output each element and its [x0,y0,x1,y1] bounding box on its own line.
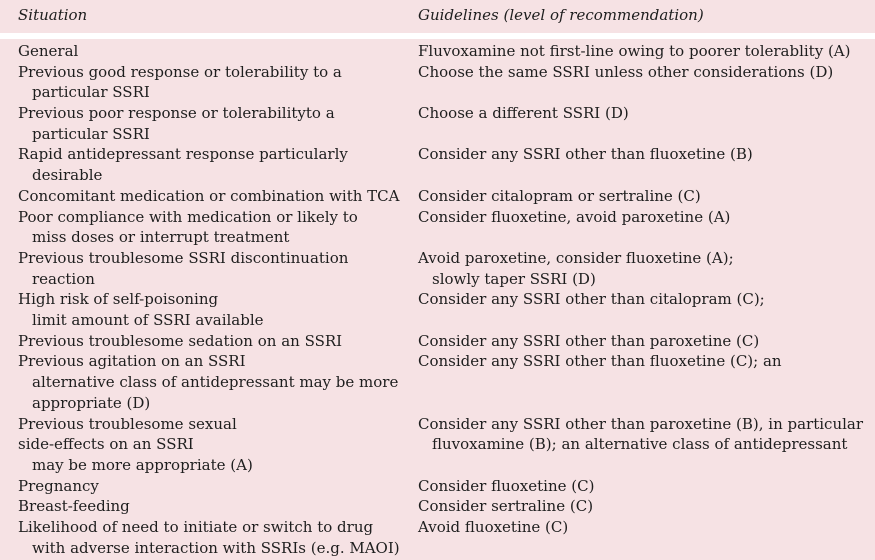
guideline-cell [418,476,873,497]
guideline-cell [418,496,873,517]
guideline-cell [418,248,873,289]
guideline-text: Consider any SSRI other than paroxetine (C) [418,331,760,350]
guideline-cell [418,331,873,352]
situation-cell [18,517,413,558]
situation-text: side-effects on an SSRI [18,435,194,454]
guideline-text: Consider fluoxetine (C) [418,476,595,495]
guideline-cell [418,62,873,83]
guideline-text: Consider any SSRI other than fluoxetine (B) [418,145,753,164]
guideline-text: Consider any SSRI other than fluoxetine (C); an [418,352,782,371]
table-row [0,517,875,558]
guideline-cell [418,414,873,455]
guidelines-column-header: Guidelines (level of recommendation) [418,6,704,24]
guideline-cell [418,103,873,124]
situation-text: alternative class of antidepressant may be more [32,373,399,392]
situation-text: reaction [32,269,95,288]
header-divider [0,33,875,39]
guideline-cell [418,186,873,207]
table-row [0,496,875,517]
situation-text: Rapid antidepressant response particularly [18,145,348,164]
situation-cell [18,207,413,248]
guideline-text: Consider any SSRI other than paroxetine (B), in particular [418,414,864,433]
guideline-cell [418,351,873,372]
table-row [0,144,875,185]
situation-text: Breast-feeding [18,497,130,516]
situation-text: Likelihood of need to initiate or switch to drug [18,517,374,536]
guideline-text: Avoid fluoxetine (C) [418,517,569,536]
table-row [0,62,875,103]
situation-text: Previous troublesome SSRI discontinuation [18,248,349,267]
situation-text: may be more appropriate (A) [32,455,253,474]
situation-cell [18,248,413,289]
table-row [0,351,875,413]
situation-column-header: Situation [18,6,88,24]
guideline-cell [418,289,873,310]
situation-cell [18,496,413,517]
guideline-cell [418,517,873,538]
table-row [0,476,875,497]
guideline-cell [418,41,873,62]
situation-text: Previous good response or tolerability to a [18,62,342,81]
situation-text: desirable [32,166,103,185]
guideline-text: Avoid paroxetine, consider fluoxetine (A); [418,248,734,267]
table-row [0,207,875,248]
guideline-text: Choose the same SSRI unless other considerations (D) [418,62,834,81]
situation-text: Poor compliance with medication or likely to [18,207,358,226]
situation-cell [18,351,413,413]
guideline-text: Consider sertraline (C) [418,497,594,516]
situation-text: miss doses or interrupt treatment [32,228,290,247]
situation-text: particular SSRI [32,124,150,143]
situation-cell [18,331,413,352]
situation-text: Previous agitation on an SSRI [18,352,246,371]
situation-text: Pregnancy [18,476,99,495]
situation-cell [18,41,413,62]
situation-cell [18,103,413,144]
table-row [0,248,875,289]
situation-text: Previous troublesome sedation on an SSRI [18,331,343,350]
situation-cell [18,186,413,207]
table-row [0,331,875,352]
situation-text: General [18,42,79,60]
situation-text: with adverse interaction with SSRIs (e.g. MAOI) [32,538,400,557]
situation-cell [18,414,413,476]
table-body [0,41,875,558]
situation-text: appropriate (D) [32,393,151,412]
table-header [0,0,875,33]
guideline-text: Consider fluoxetine, avoid paroxetine (A) [418,207,731,226]
guideline-text: Fluvoxamine not first-line owing to poorer tolerablity (A) [418,42,851,60]
table-row [0,41,875,62]
situation-cell [18,289,413,330]
table-row [0,414,875,476]
table-row [0,289,875,330]
guideline-text: Choose a different SSRI (D) [418,104,629,123]
situation-text: High risk of self-poisoning [18,290,219,309]
situation-text: limit amount of SSRI available [32,311,264,330]
guideline-text: slowly taper SSRI (D) [432,269,596,288]
guideline-cell [418,207,873,228]
table-row [0,186,875,207]
table-row [0,103,875,144]
situation-text: Concomitant medication or combination with TCA [18,186,400,205]
situation-cell [18,62,413,103]
guideline-cell [418,144,873,165]
situation-text: particular SSRI [32,83,150,102]
situation-cell [18,144,413,185]
guideline-text: fluvoxamine (B); an alternative class of antidepressant [432,435,848,454]
situation-text: Previous poor response or tolerabilityto a [18,104,335,123]
situation-cell [18,476,413,497]
guideline-text: Consider citalopram or sertraline (C) [418,186,701,205]
guideline-text: Consider any SSRI other than citalopram (C); [418,290,765,309]
situation-text: Previous troublesome sexual [18,414,237,433]
